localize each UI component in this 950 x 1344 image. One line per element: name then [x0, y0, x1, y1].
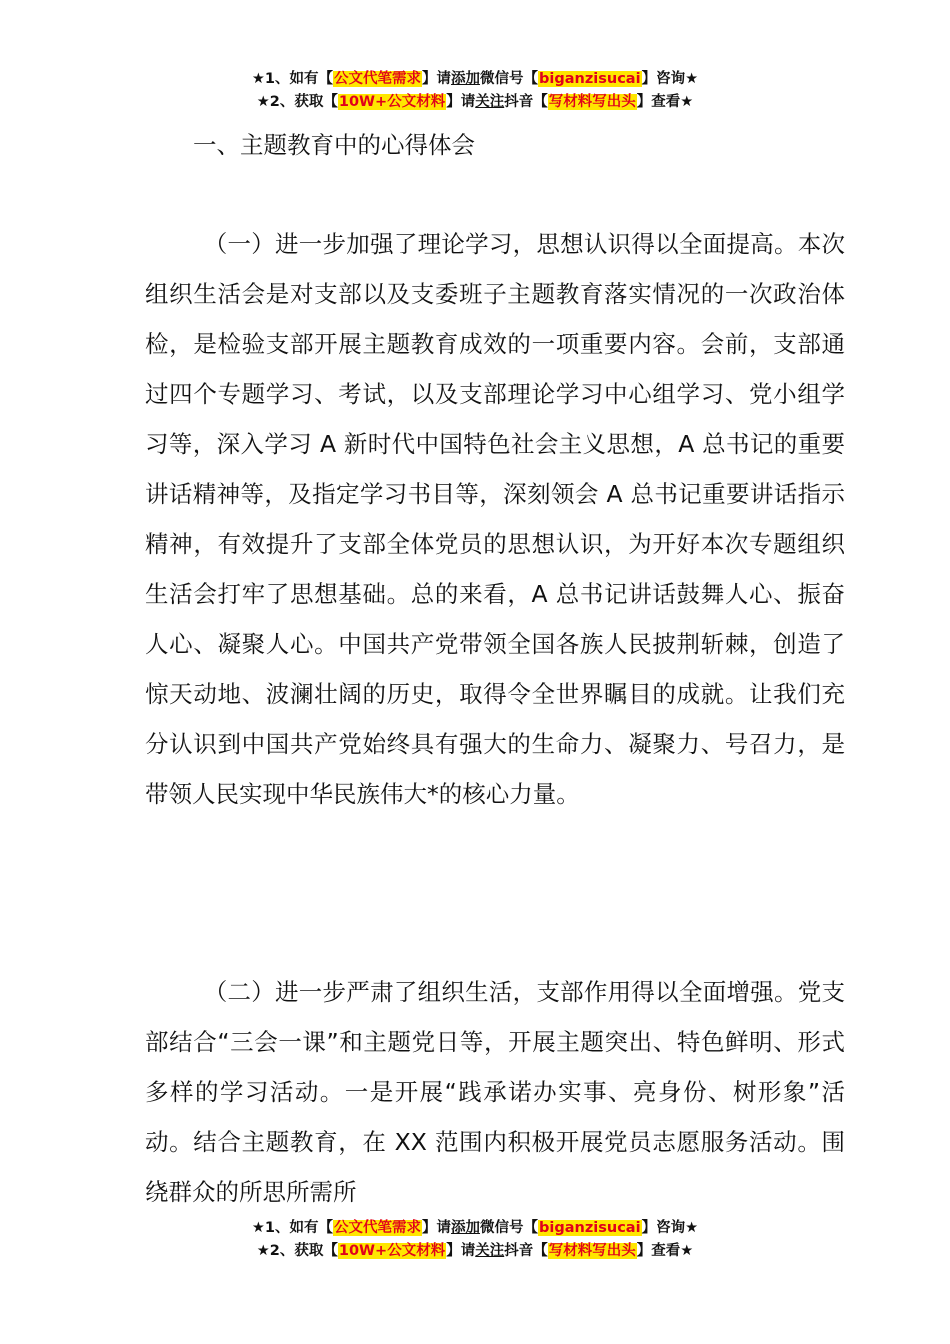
promo-wechat-id: biganzisucai [539, 71, 641, 87]
promo-highlight: 公文代笔需求 [334, 1220, 422, 1236]
bottom-promo-banner [0, 1217, 950, 1263]
promo-text: ★1、如有【 [251, 71, 334, 87]
section-heading: 一、主题教育中的心得体会 [193, 131, 475, 159]
promo-line-1 [0, 68, 950, 91]
promo-text: 】请 [446, 94, 476, 110]
paragraph-1: （一）进一步加强了理论学习，思想认识得以全面提高。本次组织生活会是对支部以及支委班子主题教育落实情况的一次政治体检，是检验支部开展主题教育成效的一项重要内容。会前，支部通过四个专题学习、考试，以及支部理论学习中心组学习、党小组学习等，深入学习 A 新时代中国特色社会主义思想，A 总书记的重要讲话精神等，及指定学习书目等，深刻领会 A 总书记重要讲话指示精神，有效提升了支部全体党员的思想认识，为开好本次专题组织生活会打牢了思想基础。总的来看，A 总书记讲话鼓舞人心、振奋人心、凝聚人心。中国共产党带领全国各族人民披荆斩棘，创造了惊天动地、波澜壮阔的历史，取得令全世界瞩目的成就。让我们充分认识到中国共产党始终具有强大的生命力、凝聚力、号召力，是带领人民实现中华民族伟大*的核心力量。 [145, 230, 845, 808]
promo-text: ★2、获取【 [256, 94, 338, 110]
promo-line-2 [0, 1240, 950, 1263]
promo-wechat-id: biganzisucai [539, 1220, 641, 1236]
promo-line-2 [0, 91, 950, 114]
promo-highlight: 公文代笔需求 [334, 71, 422, 87]
promo-text: ★1、如有【 [251, 1220, 334, 1236]
promo-text: 】请 [446, 1243, 476, 1259]
promo-emphasis: 关注 [475, 1243, 505, 1259]
promo-emphasis: 关注 [475, 94, 505, 110]
promo-douyin-id: 写材料写出头 [548, 94, 636, 110]
top-promo-banner [0, 68, 950, 114]
promo-text: 】咨询★ [641, 71, 699, 87]
promo-text: 微信号【 [480, 1220, 539, 1236]
promo-douyin-id: 写材料写出头 [548, 1243, 636, 1259]
promo-line-1 [0, 1217, 950, 1240]
promo-text: 】请 [422, 1220, 452, 1236]
promo-highlight: 10W+公文材料 [338, 94, 446, 110]
promo-text: 】请 [422, 71, 452, 87]
promo-text: 抖音【 [504, 94, 548, 110]
paragraph-2: （二）进一步严肃了组织生活，支部作用得以全面增强。党支部结合“三会一课”和主题党日等，开展主题突出、特色鲜明、形式多样的学习活动。一是开展“践承诺办实事、亮身份、树形象”活动。结合主题教育，在 XX 范围内积极开展党员志愿服务活动。围绕群众的所思所需所 [145, 978, 845, 1206]
promo-text: 】咨询★ [641, 1220, 699, 1236]
promo-highlight: 10W+公文材料 [338, 1243, 446, 1259]
promo-emphasis: 添加 [451, 1220, 481, 1236]
promo-text: ★2、获取【 [256, 1243, 338, 1259]
promo-text: 微信号【 [480, 71, 539, 87]
promo-text: 抖音【 [504, 1243, 548, 1259]
promo-text: 】查看★ [636, 94, 694, 110]
promo-emphasis: 添加 [451, 71, 481, 87]
promo-text: 】查看★ [636, 1243, 694, 1259]
